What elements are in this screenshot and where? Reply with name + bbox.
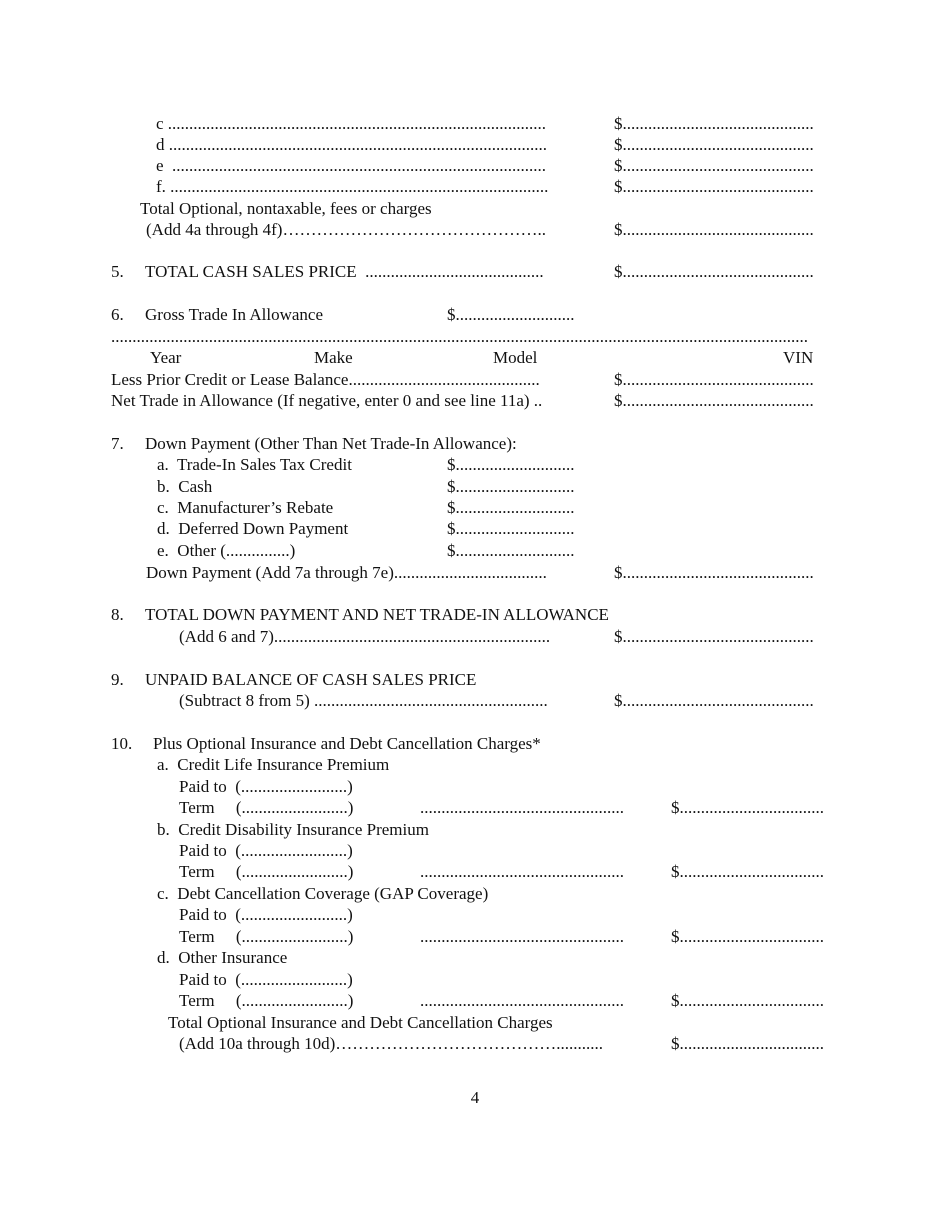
line-10-number: 10. (111, 734, 133, 753)
line-7e: e. Other (...............) (157, 541, 296, 560)
term-10b: Term (.........................) (179, 862, 354, 881)
amount-7b: $............................ (447, 477, 575, 496)
amount-4d: $............................................. (614, 135, 814, 154)
amount-7-total: $............................................. (614, 563, 814, 582)
amount-5: $............................................. (614, 262, 814, 281)
less-prior-credit: Less Prior Credit or Lease Balance............................................. (111, 370, 540, 389)
term-10c: Term (.........................) (179, 927, 354, 946)
term-10a: Term (.........................) (179, 798, 354, 817)
line-4c: c ......................................................................................... (156, 114, 547, 133)
total-optional-label: Total Optional, nontaxable, fees or charges (140, 199, 432, 218)
line-7-number: 7. (111, 434, 124, 453)
amount-net-trade: $............................................. (614, 391, 814, 410)
amount-10b: $.................................. (671, 862, 824, 881)
dots-10a: ................................................ (420, 798, 624, 817)
down-payment-total: Down Payment (Add 7a through 7e).................................... (146, 563, 547, 582)
amount-less-prior: $............................................. (614, 370, 814, 389)
term-10d: Term (.........................) (179, 991, 354, 1010)
amount-7e: $............................ (447, 541, 575, 560)
line-10c: c. Debt Cancellation Coverage (GAP Coverage) (157, 884, 489, 903)
dots-10b: ................................................ (420, 862, 624, 881)
line-7d: d. Deferred Down Payment (157, 519, 349, 538)
line-7c: c. Manufacturer’s Rebate (157, 498, 334, 517)
col-model: Model (493, 348, 538, 367)
line-8-label: TOTAL DOWN PAYMENT AND NET TRADE-IN ALLOWANCE (145, 605, 609, 624)
amount-7a: $............................ (447, 455, 575, 474)
net-trade-allowance: Net Trade in Allowance (If negative, enter 0 and see line 11a) .. (111, 391, 543, 410)
page-number: 4 (470, 1088, 480, 1107)
dots-10c: ................................................ (420, 927, 624, 946)
line-7b: b. Cash (157, 477, 213, 496)
line-7-label: Down Payment (Other Than Net Trade-In Allowance): (145, 434, 517, 453)
amount-7d: $............................ (447, 519, 575, 538)
amount-10a: $.................................. (671, 798, 824, 817)
amount-4e: $............................................. (614, 156, 814, 175)
line-5-label: TOTAL CASH SALES PRICE .......................................... (145, 262, 544, 281)
col-year: Year (150, 348, 182, 367)
dots-10d: ................................................ (420, 991, 624, 1010)
amount-4f: $............................................. (614, 177, 814, 196)
amount-8: $............................................. (614, 627, 814, 646)
amount-10-total: $.................................. (671, 1034, 824, 1053)
total-optional-sub: (Add 4a through 4f)……………………………………….. (146, 220, 546, 239)
col-make: Make (314, 348, 353, 367)
line-6-number: 6. (111, 305, 124, 324)
line-7a: a. Trade-In Sales Tax Credit (157, 455, 352, 474)
amount-10d: $.................................. (671, 991, 824, 1010)
line-9-sub: (Subtract 8 from 5) ....................................................... (179, 691, 548, 710)
amount-10c: $.................................. (671, 927, 824, 946)
amount-9: $............................................. (614, 691, 814, 710)
amount-4-total: $............................................. (614, 220, 814, 239)
amount-4c: $............................................. (614, 114, 814, 133)
line-10-total-sub: (Add 10a through 10d)…………………………………........... (179, 1034, 604, 1053)
vehicle-entry-line: .................................................................................................................................................................... (111, 327, 808, 346)
line-10-total-label: Total Optional Insurance and Debt Cancellation Charges (168, 1013, 553, 1032)
col-vin: VIN (783, 348, 814, 367)
paid-to-10c: Paid to (.........................) (179, 905, 353, 924)
line-6-label: Gross Trade In Allowance (145, 305, 324, 324)
line-9-label: UNPAID BALANCE OF CASH SALES PRICE (145, 670, 477, 689)
amount-6: $............................ (447, 305, 575, 324)
line-10b: b. Credit Disability Insurance Premium (157, 820, 429, 839)
paid-to-10a: Paid to (.........................) (179, 777, 353, 796)
line-10d: d. Other Insurance (157, 948, 288, 967)
line-8-sub: (Add 6 and 7)................................................................. (179, 627, 551, 646)
paid-to-10d: Paid to (.........................) (179, 970, 353, 989)
line-10a: a. Credit Life Insurance Premium (157, 755, 390, 774)
line-5-number: 5. (111, 262, 124, 281)
line-4f: f. ......................................................................................... (156, 177, 549, 196)
line-4e: e ........................................................................................ (156, 156, 547, 175)
line-8-number: 8. (111, 605, 124, 624)
line-10-label: Plus Optional Insurance and Debt Cancellation Charges* (153, 734, 541, 753)
line-4d: d ......................................................................................... (156, 135, 547, 154)
amount-7c: $............................ (447, 498, 575, 517)
line-9-number: 9. (111, 670, 124, 689)
paid-to-10b: Paid to (.........................) (179, 841, 353, 860)
